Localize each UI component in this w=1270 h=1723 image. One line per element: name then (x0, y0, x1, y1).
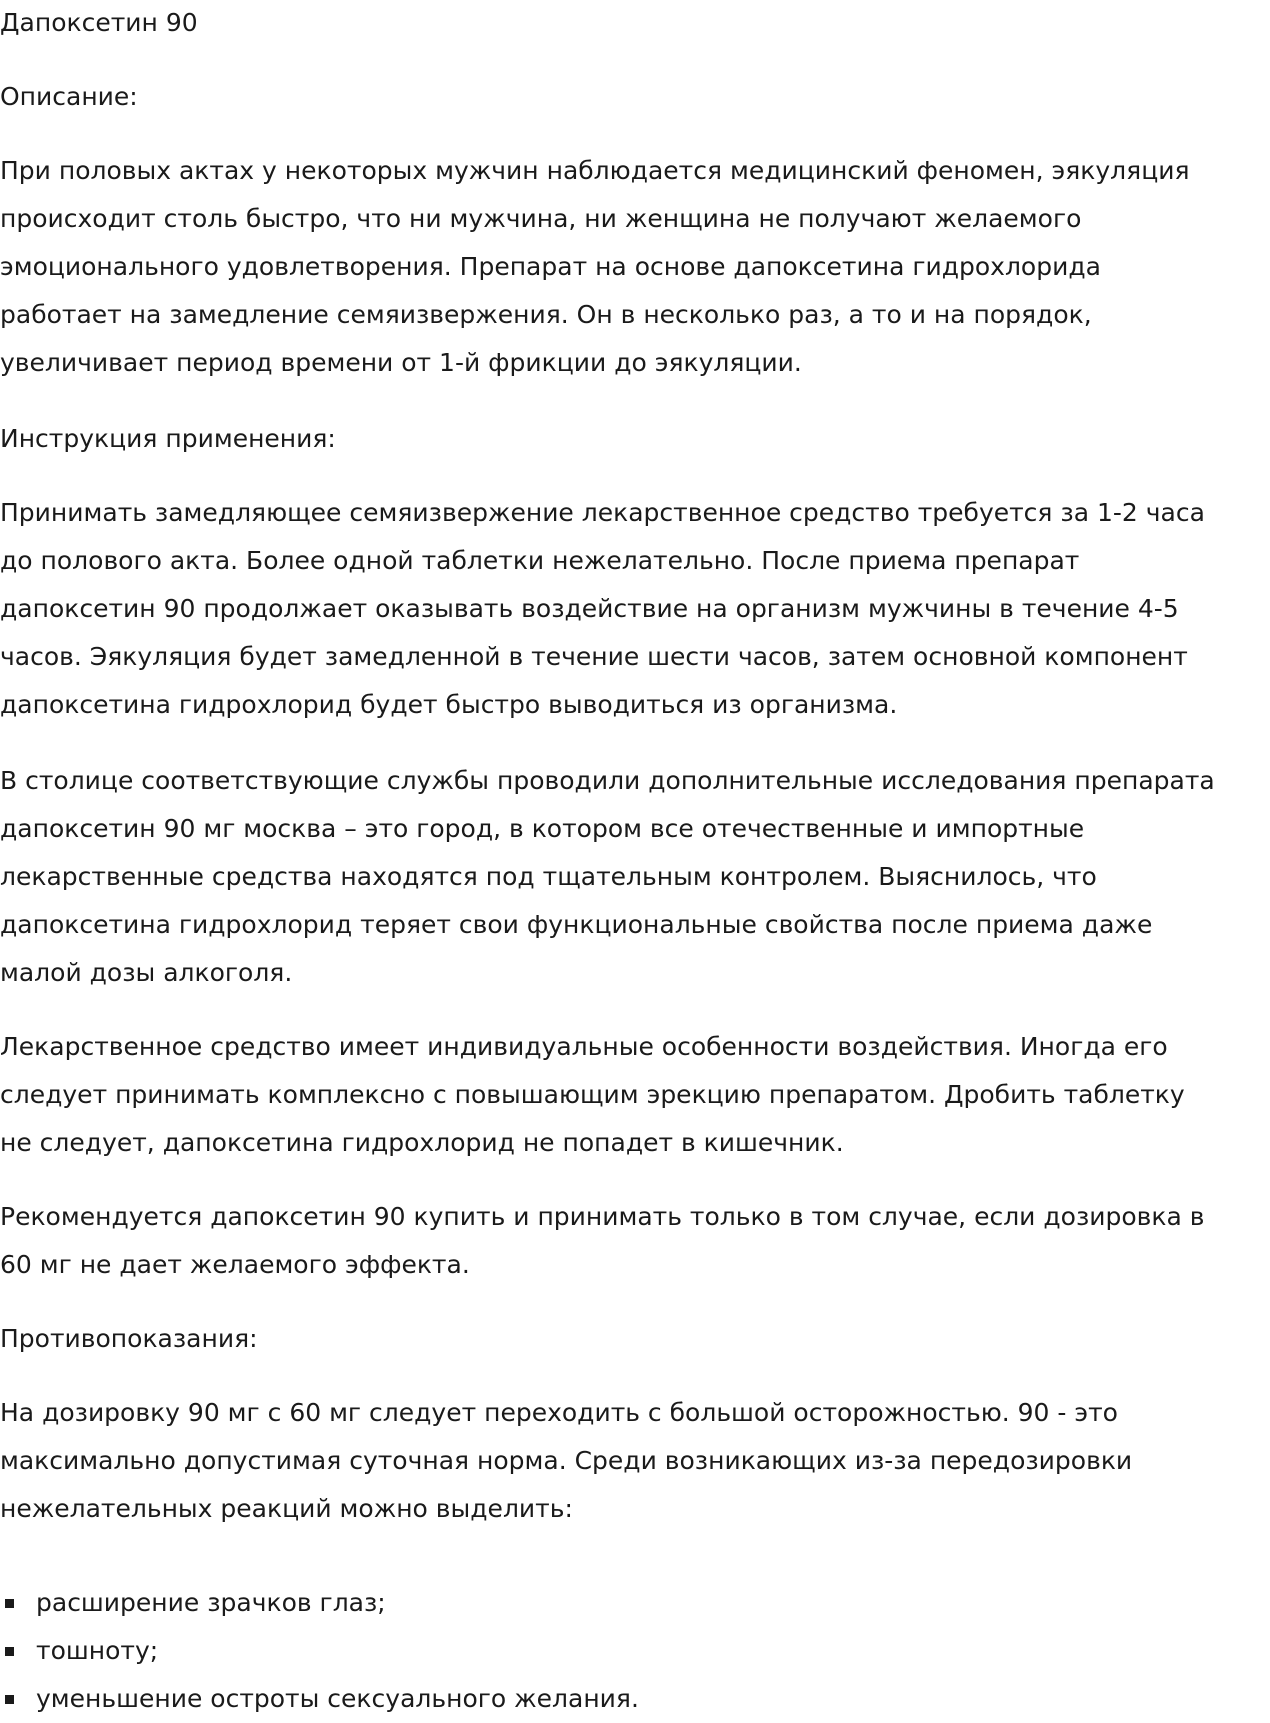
features-line: Лекарственное средство имеет индивидуальные особенности воздействия. Иногда его (0, 1032, 1168, 1061)
contraindications-line: На дозировку 90 мг с 60 мг следует переходить с большой осторожностью. 90 - это (0, 1398, 1118, 1427)
contraindications-paragraph (0, 1389, 1268, 1533)
capital-research-paragraph (0, 757, 1268, 997)
list-item (0, 1579, 639, 1627)
recommendation-line: Рекомендуется дапоксетин 90 купить и принимать только в том случае, если дозировка в (0, 1202, 1205, 1231)
capital-research-line: дапоксетина гидрохлорид теряет свои функциональные свойства после приема даже (0, 910, 1153, 939)
list-item-text: расширение зрачков глаз; (36, 1588, 386, 1617)
list-item-text: уменьшение остроты сексуального желания. (36, 1684, 639, 1713)
features-line: следует принимать комплексно с повышающим эрекцию препаратом. Дробить таблетку (0, 1080, 1185, 1109)
description-line: эмоционального удовлетворения. Препарат на основе дапоксетина гидрохлорида (0, 252, 1101, 281)
contraindications-line: максимально допустимая суточная норма. Среди возникающих из-за передозировки (0, 1446, 1133, 1475)
instructions-line: дапоксетина гидрохлорид будет быстро выводиться из организма. (0, 690, 898, 719)
description-line: происходит столь быстро, что ни мужчина, ни женщина не получают желаемого (0, 204, 1082, 233)
list-item (0, 1675, 639, 1723)
description-paragraph (0, 147, 1268, 387)
capital-research-line: В столице соответствующие службы проводили дополнительные исследования препарата (0, 766, 1215, 795)
description-line: При половых актах у некоторых мужчин наблюдается медицинский феномен, эякуляция (0, 156, 1190, 185)
page-title: Дапоксетин 90 (0, 8, 198, 37)
instructions-line: часов. Эякуляция будет замедленной в течение шести часов, затем основной компонент (0, 642, 1188, 671)
description-heading: Описание: (0, 82, 138, 111)
contraindications-heading: Противопоказания: (0, 1324, 258, 1353)
description-line: увеличивает период времени от 1-й фрикции до эякуляции. (0, 348, 802, 377)
list-item (0, 1627, 639, 1675)
capital-research-line: лекарственные средства находятся под тщательным контролем. Выяснилось, что (0, 862, 1097, 891)
instructions-heading: Инструкция применения: (0, 424, 336, 453)
capital-research-line: малой дозы алкоголя. (0, 958, 293, 987)
instructions-line: до полового акта. Более одной таблетки нежелательно. После приема препарат (0, 546, 1080, 575)
features-paragraph (0, 1023, 1268, 1167)
recommendation-line: 60 мг не дает желаемого эффекта. (0, 1250, 470, 1279)
instructions-line: дапоксетин 90 продолжает оказывать воздействие на организм мужчины в течение 4-5 (0, 594, 1179, 623)
square-bullet-icon (5, 1599, 14, 1608)
features-line: не следует, дапоксетина гидрохлорид не попадет в кишечник. (0, 1128, 844, 1157)
list-item-text: тошноту; (36, 1636, 159, 1665)
recommendation-paragraph (0, 1193, 1268, 1289)
side-effects-list (0, 1579, 639, 1723)
capital-research-line: дапоксетин 90 мг москва – это город, в котором все отечественные и импортные (0, 814, 1085, 843)
square-bullet-icon (5, 1647, 14, 1656)
contraindications-line: нежелательных реакций можно выделить: (0, 1494, 573, 1523)
description-line: работает на замедление семяизвержения. Он в несколько раз, а то и на порядок, (0, 300, 1092, 329)
square-bullet-icon (5, 1695, 14, 1704)
instructions-paragraph (0, 489, 1268, 729)
instructions-line: Принимать замедляющее семяизвержение лекарственное средство требуется за 1-2 часа (0, 498, 1205, 527)
